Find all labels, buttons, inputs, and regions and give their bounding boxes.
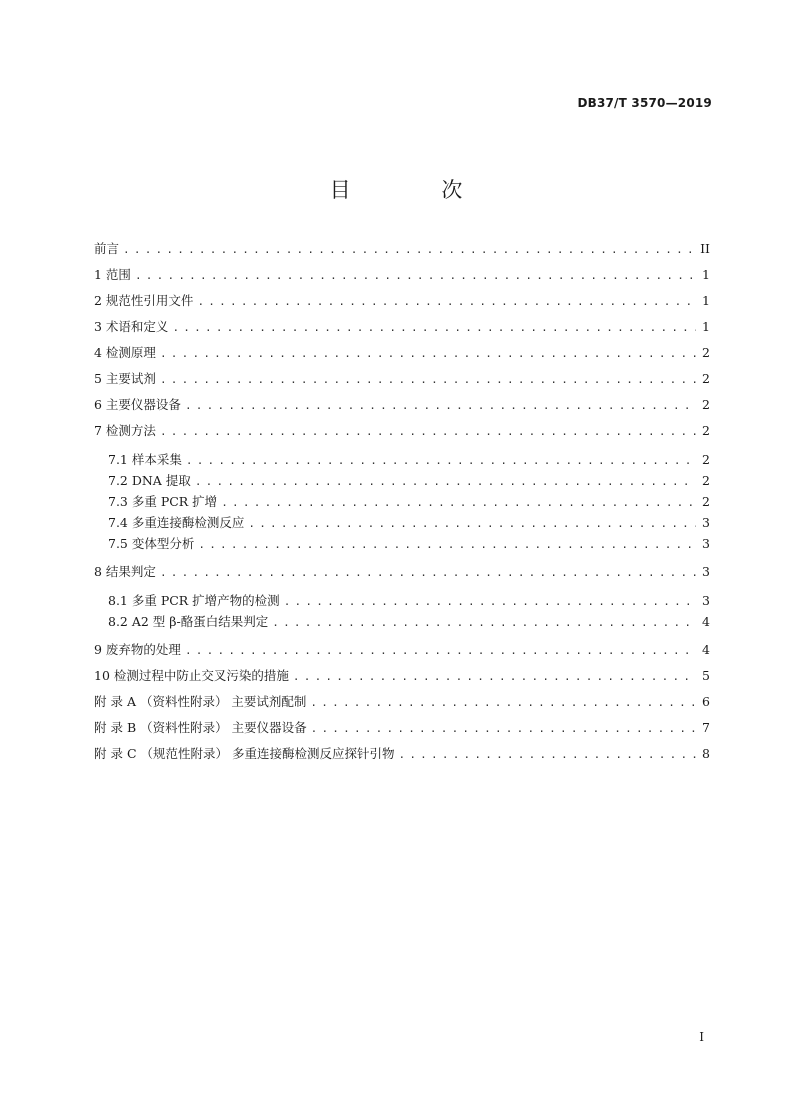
toc-entry-label: 8.2 A2 型 β-酪蛋白结果判定 [108,614,269,629]
toc-dot-leader [197,289,696,315]
toc-entry-label: 8.1 多重 PCR 扩增产物的检测 [108,593,280,608]
toc-entry-label: 7 检测方法 [94,423,156,438]
toc-entry[interactable] [94,715,710,741]
toc-entry-label: 7.2 DNA 提取 [108,473,191,488]
toc-entry[interactable] [94,366,710,392]
toc-dot-leader [272,612,696,633]
toc-entry-label: 9 废弃物的处理 [94,642,181,657]
toc-entry[interactable] [94,288,710,314]
toc-entry-page: 4 [702,614,710,629]
toc-entry[interactable] [94,512,710,533]
toc-dot-leader [248,513,696,534]
toc-entry-label: 1 范围 [94,267,131,282]
toc-entry-label: 7.1 样本采集 [108,452,182,467]
toc-entry-page: 2 [702,371,710,386]
toc-dot-leader [398,742,696,768]
toc-entry-label: 7.3 多重 PCR 扩增 [108,494,218,509]
toc-dot-leader [160,419,696,445]
toc-entry[interactable] [94,663,710,689]
toc-dot-leader [186,450,696,471]
toc-entry-page: 2 [702,423,710,438]
toc-entry-page: 2 [702,473,710,488]
toc-entry-label: 附 录 A （资料性附录） 主要试剂配制 [94,694,307,709]
toc-entry-page: 1 [702,293,710,308]
toc-dot-leader [311,716,696,742]
toc-entry-label: 7.5 变体型分析 [108,536,195,551]
toc-entry[interactable] [94,236,710,262]
toc-dot-leader [185,638,696,664]
toc-entry-page: 4 [702,642,710,657]
toc-entry[interactable] [94,314,710,340]
toc-entry-label: 4 检测原理 [94,345,156,360]
toc-entry-label: 5 主要试剂 [94,371,156,386]
toc-entry-label: 前言 [94,241,120,256]
toc-entry-label: 7.4 多重连接酶检测反应 [108,515,245,530]
toc-entry-page: 2 [702,345,710,360]
toc-dot-leader [135,263,696,289]
toc-dot-leader [198,534,696,555]
toc-entry[interactable] [94,392,710,418]
toc-entry[interactable] [94,491,710,512]
toc-entry[interactable] [94,590,710,611]
document-code: DB37/T 3570—2019 [577,96,712,110]
toc-entry[interactable] [94,559,710,585]
toc-dot-leader [160,367,696,393]
toc-entry-label: 3 术语和定义 [94,319,169,334]
toc-entry-page: 8 [702,746,710,761]
toc-entry[interactable] [94,689,710,715]
toc-entry-page: 3 [702,536,710,551]
toc-entry-label: 附 录 C （规范性附录） 多重连接酶检测反应探针引物 [94,746,395,761]
toc-entry[interactable] [94,418,710,444]
toc-dot-leader [160,341,696,367]
toc-entry-page: 1 [702,267,710,282]
toc-dot-leader [160,560,696,586]
toc-entry-page: 5 [702,668,710,683]
toc-entry-page: 6 [702,694,710,709]
toc-dot-leader [195,471,696,492]
toc-entry-page: 3 [702,515,710,530]
toc-entry[interactable] [94,449,710,470]
toc-entry-label: 10 检测过程中防止交叉污染的措施 [94,668,289,683]
toc-entry-page: 1 [702,319,710,334]
toc-entry-page: 2 [702,452,710,467]
toc-entry-page: 3 [702,593,710,608]
toc-dot-leader [185,393,696,419]
toc-entry[interactable] [94,340,710,366]
page-number: I [699,1030,704,1044]
toc-entry[interactable] [94,611,710,632]
toc-dot-leader [172,315,696,341]
toc-dot-leader [293,664,696,690]
toc-dot-leader [284,591,696,612]
toc-dot-leader [221,492,696,513]
toc-entry-page: 3 [702,564,710,579]
toc-entry-label: 附 录 B （资料性附录） 主要仪器设备 [94,720,307,735]
toc-entry-page: 7 [702,720,710,735]
toc-entry-label: 8 结果判定 [94,564,156,579]
toc-entry[interactable] [94,741,710,767]
toc-dot-leader [310,690,696,716]
toc-entry[interactable] [94,470,710,491]
table-of-contents [94,236,710,767]
toc-entry-label: 6 主要仪器设备 [94,397,181,412]
toc-entry[interactable] [94,533,710,554]
toc-entry[interactable] [94,262,710,288]
toc-entry-page: 2 [702,397,710,412]
toc-entry-page: 2 [702,494,710,509]
toc-title: 目 次 [329,178,505,202]
toc-dot-leader [123,237,696,263]
toc-entry[interactable] [94,637,710,663]
toc-entry-label: 2 规范性引用文件 [94,293,194,308]
toc-entry-page: II [700,241,710,256]
